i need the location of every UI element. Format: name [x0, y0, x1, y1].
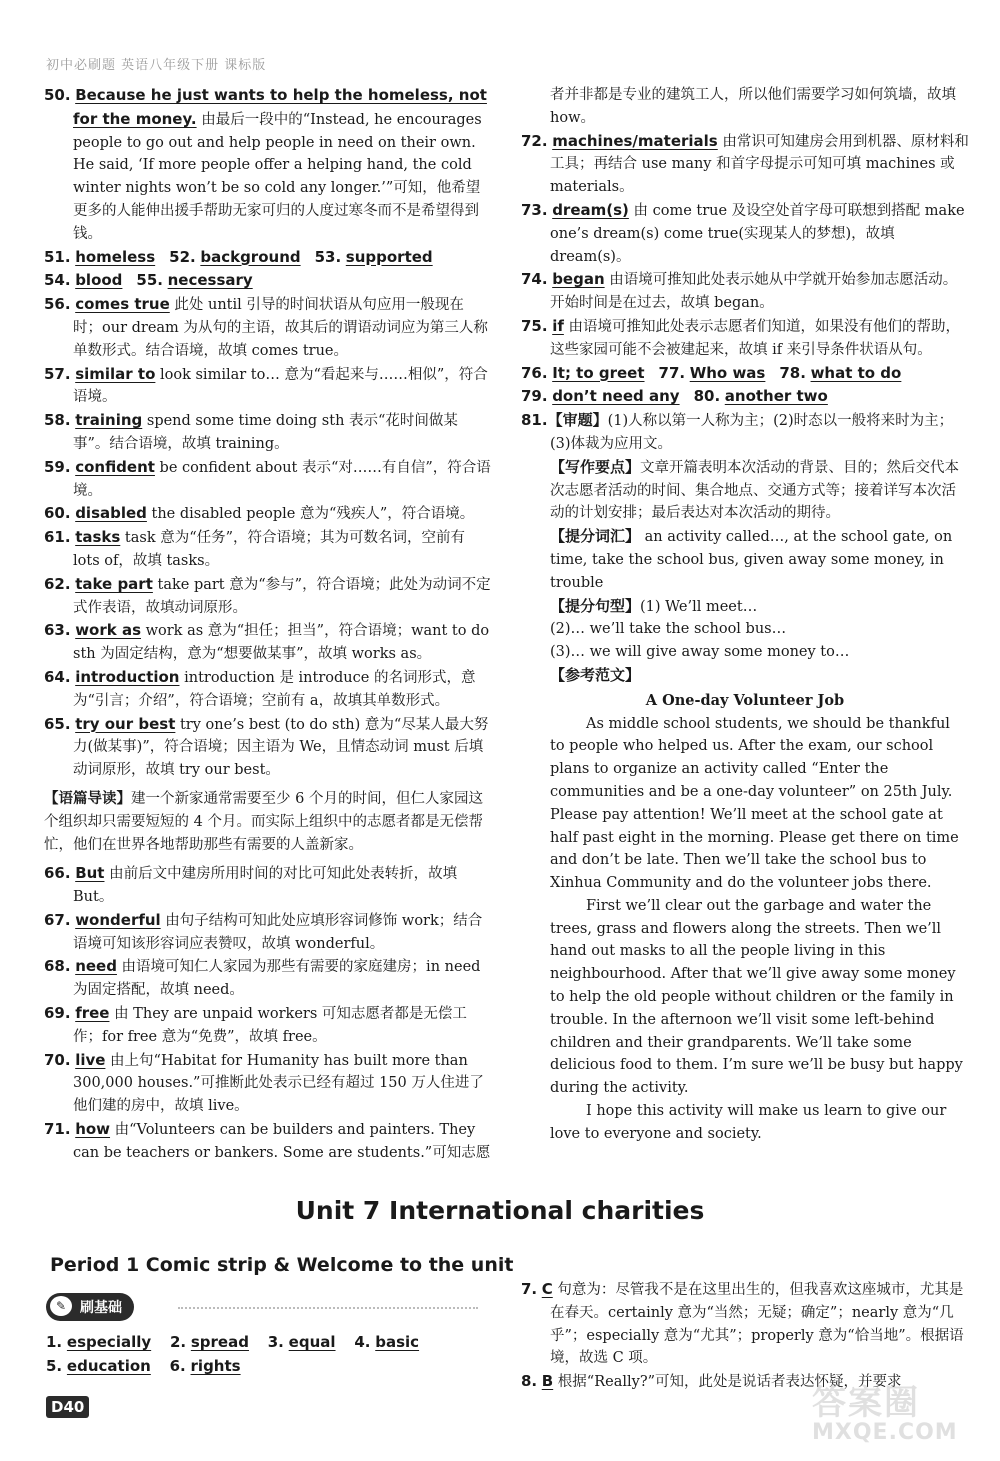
right-column [521, 84, 969, 1146]
pen-icon: ✎ [50, 1296, 72, 1316]
section-badge-row [46, 1293, 486, 1323]
answer-entry-60: 60. disabled the disabled people 意为“残疾人”，符合语境。 [44, 504, 475, 523]
watermark-text: 答案圈 [812, 1383, 920, 1423]
unit-title: Unit 7 International charities [295, 1196, 705, 1225]
key-vocabulary: 【提分词汇】 an activity called…, at the school gate, on time, take the school bus, given away some money, in trouble [550, 527, 953, 591]
basic-answers [46, 1330, 419, 1378]
answer-entry-62: 62. take part take part 意为“参与”，符合语境；此处为动词不定式作表语，故填动词原形。 [44, 574, 491, 616]
answer-entry-56: 56. comes true 此处 until 引导的时间状语从句应用一般现在时；our dream 为从句的主语，故其后的谓语动词应为第三人称单数形式。结合语境，故填 comes true。 [44, 295, 488, 359]
answer-entry-8: 8. B 根据“Really?”可知，此处是说话者表达怀疑，并要求 [521, 1372, 902, 1391]
dotted-divider [178, 1307, 478, 1309]
sample-essay [521, 713, 969, 1146]
period-title: Period 1 Comic strip & Welcome to the unit [50, 1254, 514, 1276]
page-number: D40 [46, 1396, 89, 1418]
answer-entry-75: 75. if 由语境可推知此处表示志愿者们知道，如果没有他们的帮助，这些家园可能不会被建起来，故填 if 来引导条件状语从句。 [521, 316, 960, 358]
answer-entry-57: 57. similar to look similar to… 意为“看起来与……相似”，符合语境。 [44, 364, 488, 406]
answer-entry-74: 74. began 由语境可推知此处表示她从中学就开始参加志愿活动。开始时间是在过去，故填 began。 [521, 270, 958, 312]
answer-entry-73: 73. dream(s) 由 come true 及设空处首字母可联想到搭配 make one’s dream(s) come true(实现某人的梦想)，故填 dream(s)。 [521, 200, 965, 265]
answer-entry-51-53: 51. homeless 52. background 53. supported [44, 247, 433, 266]
answer-entry-63: 63. work as work as 意为“担任；担当”，符合语境；want to do sth 为固定结构，意为“想要做某事”，故填 works as。 [44, 621, 490, 663]
essay-paragraph: As middle school students, we should be thankful to people who helped us. After the exam, our school plans to organize an activity called “Enter the communities and be a one-day volunteer” on 25th July. Please pay attention! We’ll meet at the school gate at half past eight in the morning. Please get there on time and don’t be late. Then we’ll take the school bus to Xinhua Community and do the volunteer jobs there. [550, 715, 959, 892]
watermark-url: MXQE.COM [812, 1420, 958, 1445]
answer-entry-71: 71. how 由“Volunteers can be builders and painters. They can be teachers or bankers. Some are students.”可知志愿 [44, 1120, 491, 1161]
answer-entry-76-78: 76. It; to greet 77. Who was 78. what to do [521, 363, 902, 382]
key-sentence-2: (2)… we’ll take the school bus… [550, 621, 787, 638]
answer-entry-7: 7. C 句意为：尽管我不是在这里出生的，但我喜欢这座城市，尤其是在春天。certainly 意为“当然；无疑；确定”；nearly 意为“几乎”；especially 意为“尤其”；properly 意为“恰当地”。根据语境，故选 C 项。 [521, 1280, 964, 1367]
essay-title: A One-day Volunteer Job [645, 691, 845, 709]
basic-practice-badge: ✎ 刷基础 [46, 1293, 134, 1321]
essay-paragraph: I hope this activity will make us learn to give our love to everyone and society. [550, 1103, 947, 1142]
answer-entry-72: 72. machines/materials 由常识可知建房会用到机器、原材料和工具；再结合 use many 和首字母提示可知可填 machines 或 materials。 [521, 131, 969, 196]
answer-entry-54-55: 54. blood 55. necessary [44, 271, 253, 290]
writing-points: 【写作要点】文章开篇表明本次活动的背景、目的；然后交代本次志愿者活动的时间、集合地点、交通方式等；接着详写本次活动的计划安排；最后表达对本次活动的期待。 [550, 457, 960, 522]
answer-entry-66: 66. But 由前后文中建房所用时间的对比可知此处表转折，故填 But。 [44, 864, 458, 906]
answer-entry-79-80: 79. don’t need any 80. another two [521, 387, 828, 406]
answer-entry-65: 65. try our best try one’s best (to do sth) 意为“尽某人最大努力(做某事)”，符合语境；因主语为 We，且情态动词 must 后填动词原形，故填 try our best。 [44, 714, 489, 779]
answer-entry-68: 68. need 由语境可知仁人家园为那些有需要的家庭建房；in need 为固定搭配，故填 need。 [44, 957, 481, 999]
key-sentences: 【提分句型】(1) We’ll meet… [550, 596, 758, 615]
key-sentence-3: (3)… we will give away some money to… [550, 644, 850, 661]
answer-entry-67: 67. wonderful 由句子结构可知此处应填形容词修饰 work；结合语境可知该形容词应表赞叹，故填 wonderful。 [44, 910, 483, 952]
answer-entry-69: 69. free 由 They are unpaid workers 可知志愿者都是无偿工作；for free 意为“免费”，故填 free。 [44, 1004, 467, 1045]
answer-71-continuation: 者并非都是专业的建筑工人，所以他们需要学习如何筑墙，故填 how。 [550, 87, 956, 126]
reading-guide: 【语篇导读】建一个新家通常需要至少 6 个月的时间，但仁人家园这个组织却只需要短短的 4 个月。而实际上组织中的志愿者都是无偿帮忙，他们在世界各地帮助那些有需要的人盖新家。 [44, 790, 483, 853]
answer-entry-59: 59. confident be confident about 表示“对……有自信”，符合语境。 [44, 457, 491, 499]
running-header: 初中必刷题 英语八年级下册 课标版 [46, 58, 267, 73]
left-column [44, 84, 492, 1165]
answer-entry-81-audit: 81.【审题】(1)人称以第一人称为主；(2)时态以一般将来时为主；(3)体裁为应用文。 [521, 411, 954, 452]
watermark-logo [812, 1375, 984, 1455]
basic-answers-row: 5. education 6. rights [46, 1357, 241, 1375]
answer-entry-64: 64. introduction introduction 是 introduce 的名词形式，意为“引言；介绍”，符合语境；空前有 a，故填其单数形式。 [44, 667, 476, 709]
basic-answers-row: 1. especially 2. spread 3. equal 4. basic [46, 1333, 420, 1351]
answer-entry-70: 70. live 由上句“Habitat for Humanity has built more than 300,000 houses.”可推断此处表示已经有超过 150 万人住进了他们建的房中，故填 live。 [44, 1050, 484, 1115]
answer-entry-50: 50. Because he just wants to help the homeless, not for the money. 由最后一段中的“Instead, he encourages people to go out and help people in need on their own. He said, ‘If more people offer a helping hand, the cold winter nights won’t be so cold any longer.’”可知，他希望更多的人能伸出援手帮助无家可归的人度过寒冬而不是希望得到钱。 [44, 86, 487, 242]
answer-entry-61: 61. tasks task 意为“任务”，符合语境；其为可数名词，空前有 lots of，故填 tasks。 [44, 528, 466, 569]
essay-paragraph: First we’ll clear out the garbage and water the trees, grass and flowers along the streets. Then we’ll hand out masks to all the people living in this neighbourhood. After that we’ll give away some money to help the old people without children or the family in trouble. In the afternoon we’ll visit some left-behind children and their grandparents. We’ll take some delicious food to them. I’m sure we’ll be busy but happy during the activity. [550, 897, 963, 1097]
sample-essay-label: 【参考范文】 [550, 665, 641, 684]
answer-entry-58: 58. training spend some time doing sth 表示“花时间做某事”。结合语境，故填 training。 [44, 411, 458, 452]
